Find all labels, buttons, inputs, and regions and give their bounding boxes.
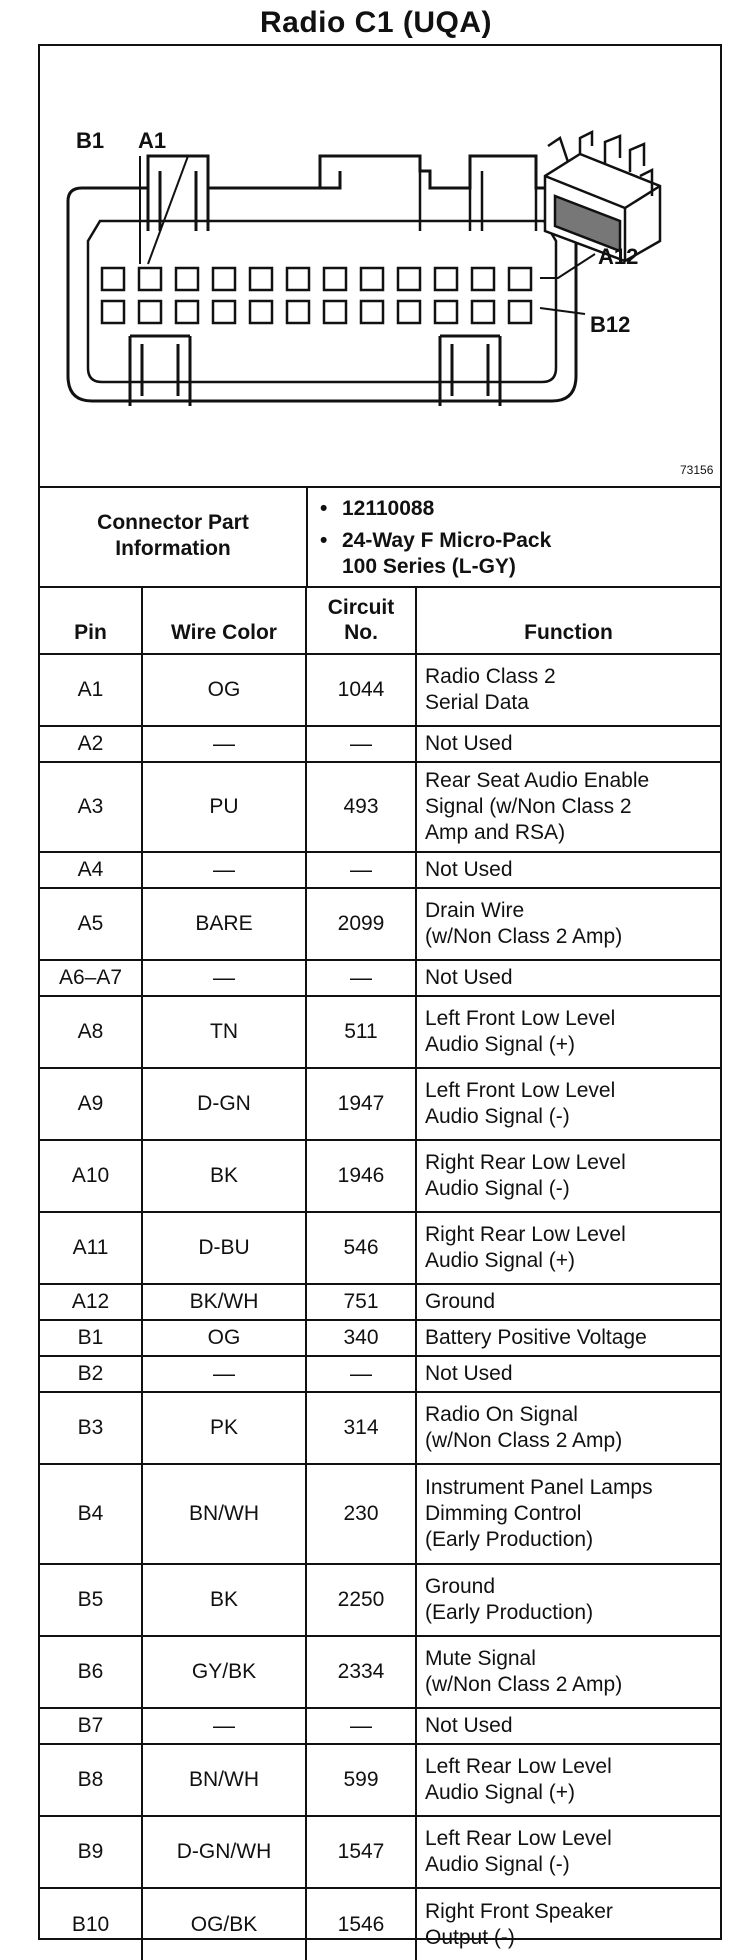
wire-color-cell: D-BU [142,1212,306,1284]
table-row [40,960,720,996]
pin-cavity [250,268,272,290]
part-number: 12110088 [342,497,435,520]
connector-face-drawing [40,46,720,486]
table-row [40,1068,720,1140]
pin-cavity [398,301,420,323]
pin-cell: B10 [40,1888,142,1960]
function-cell: Mute Signal (w/Non Class 2 Amp) [416,1636,720,1708]
pin-cell: A12 [40,1284,142,1320]
circuit-cell: 340 [306,1320,416,1356]
part-description-line2: 100 Series (L-GY) [342,555,516,578]
pin-cavity [324,301,346,323]
table-row [40,1212,720,1284]
pin-cavity [472,268,494,290]
wire-color-cell: PK [142,1392,306,1464]
function-cell: Right Rear Low Level Audio Signal (+) [416,1212,720,1284]
pin-cell: B3 [40,1392,142,1464]
function-cell: Not Used [416,1708,720,1744]
function-cell: Not Used [416,726,720,762]
table-row [40,1392,720,1464]
figure-number: 73156 [680,463,714,477]
circuit-cell: 511 [306,996,416,1068]
wire-color-cell: BARE [142,888,306,960]
pin-cavity [176,268,198,290]
connector-part-info [40,486,720,588]
table-row [40,654,720,726]
label-b1: B1 [76,128,105,153]
label-b12: B12 [590,312,631,337]
wire-color-cell: OG [142,1320,306,1356]
table-row [40,1816,720,1888]
connector-diagram [40,46,720,488]
page-title: Radio C1 (UQA) [260,6,492,39]
table-row [40,1564,720,1636]
pin-cavity [250,301,272,323]
wire-color-cell: OG [142,654,306,726]
pin-cell: B9 [40,1816,142,1888]
pin-table [40,586,720,1960]
function-cell: Drain Wire (w/Non Class 2 Amp) [416,888,720,960]
header-function: Function [416,586,720,654]
circuit-cell: 1546 [306,1888,416,1960]
pin-cell: B8 [40,1744,142,1816]
table-row [40,852,720,888]
part-info-label-line1: Connector Part [97,511,249,534]
circuit-cell: 1946 [306,1140,416,1212]
table-row [40,1636,720,1708]
pin-table-header [40,586,720,654]
circuit-cell: — [306,852,416,888]
part-description-line1: 24-Way F Micro-Pack [342,529,552,552]
pin-cavity [139,301,161,323]
table-row [40,726,720,762]
pin-cavity [398,268,420,290]
pin-cell: B1 [40,1320,142,1356]
pin-cell: A5 [40,888,142,960]
function-cell: Not Used [416,1356,720,1392]
function-cell: Battery Positive Voltage [416,1320,720,1356]
label-a1: A1 [138,128,167,153]
pin-cavity [139,268,161,290]
circuit-cell: 1947 [306,1068,416,1140]
pin-cell: A9 [40,1068,142,1140]
pin-cavity [361,268,383,290]
table-row [40,1744,720,1816]
wire-color-cell: — [142,1708,306,1744]
pin-cell: B2 [40,1356,142,1392]
circuit-cell: 2250 [306,1564,416,1636]
pin-cell: A3 [40,762,142,852]
function-cell: Left Rear Low Level Audio Signal (+) [416,1744,720,1816]
pin-cavity [472,301,494,323]
pin-cavity [287,268,309,290]
pin-cavity [213,268,235,290]
table-row [40,1284,720,1320]
function-cell: Not Used [416,852,720,888]
function-cell: Right Rear Low Level Audio Signal (-) [416,1140,720,1212]
circuit-cell: 1044 [306,654,416,726]
pin-cavity [102,268,124,290]
pin-cell: A11 [40,1212,142,1284]
pin-cell: B4 [40,1464,142,1564]
circuit-cell: 599 [306,1744,416,1816]
header-wire-color: Wire Color [142,586,306,654]
function-cell: Left Front Low Level Audio Signal (-) [416,1068,720,1140]
wire-color-cell: D-GN [142,1068,306,1140]
wire-color-cell: — [142,960,306,996]
table-row [40,1356,720,1392]
pin-cavity [509,268,531,290]
function-cell: Not Used [416,960,720,996]
table-row [40,1140,720,1212]
wire-color-cell: — [142,1356,306,1392]
pin-cell: B6 [40,1636,142,1708]
circuit-cell: 751 [306,1284,416,1320]
table-row [40,762,720,852]
circuit-cell: 1547 [306,1816,416,1888]
pin-cell: B5 [40,1564,142,1636]
wire-color-cell: BK [142,1564,306,1636]
function-cell: Radio On Signal (w/Non Class 2 Amp) [416,1392,720,1464]
pin-cavity [176,301,198,323]
function-cell: Rear Seat Audio Enable Signal (w/Non Class 2 Amp and RSA) [416,762,720,852]
wire-color-cell: GY/BK [142,1636,306,1708]
function-cell: Right Front Speaker Output (-) [416,1888,720,1960]
wire-color-cell: — [142,852,306,888]
part-info-label [40,486,308,586]
table-row [40,888,720,960]
pin-cavity [287,301,309,323]
pin-cavity [213,301,235,323]
table-row [40,1888,720,1960]
pin-cell: A8 [40,996,142,1068]
wire-color-cell: OG/BK [142,1888,306,1960]
function-cell: Left Front Low Level Audio Signal (+) [416,996,720,1068]
function-cell: Instrument Panel Lamps Dimming Control (Early Production) [416,1464,720,1564]
pin-cell: A10 [40,1140,142,1212]
header-circuit-line2: No. [344,621,378,644]
wire-color-cell: BN/WH [142,1744,306,1816]
bullet: • [320,497,328,520]
pin-cavity [361,301,383,323]
circuit-cell: 546 [306,1212,416,1284]
bullet: • [320,529,328,552]
connector-frame [38,44,722,1949]
pin-cell: A4 [40,852,142,888]
pin-cavity [435,301,457,323]
part-info-label-line2: Information [115,537,231,560]
pin-cavity [102,301,124,323]
circuit-cell: 493 [306,762,416,852]
header-pin: Pin [40,586,142,654]
pin-cavity [435,268,457,290]
pin-cell: A2 [40,726,142,762]
table-row [40,1708,720,1744]
circuit-cell: — [306,726,416,762]
pin-cavity [324,268,346,290]
wire-color-cell: TN [142,996,306,1068]
table-row [40,1464,720,1564]
circuit-cell: 314 [306,1392,416,1464]
circuit-cell: — [306,960,416,996]
wire-color-cell: BK/WH [142,1284,306,1320]
header-circuit-line1: Circuit [327,596,395,619]
circuit-cell: 2334 [306,1636,416,1708]
pin-cell: B7 [40,1708,142,1744]
wire-color-cell: BK [142,1140,306,1212]
circuit-cell: 2099 [306,888,416,960]
function-cell: Left Rear Low Level Audio Signal (-) [416,1816,720,1888]
circuit-cell: — [306,1708,416,1744]
label-a12: A12 [598,244,639,269]
pin-cell: A6–A7 [40,960,142,996]
wire-color-cell: D-GN/WH [142,1816,306,1888]
table-row [40,1320,720,1356]
wire-color-cell: — [142,726,306,762]
pin-cell: A1 [40,654,142,726]
part-info-details [320,496,710,586]
wire-color-cell: BN/WH [142,1464,306,1564]
pin-cavity [509,301,531,323]
table-row [40,996,720,1068]
function-cell: Ground (Early Production) [416,1564,720,1636]
circuit-cell: 230 [306,1464,416,1564]
circuit-cell: — [306,1356,416,1392]
wire-color-cell: PU [142,762,306,852]
function-cell: Radio Class 2 Serial Data [416,654,720,726]
function-cell: Ground [416,1284,720,1320]
header-circuit [306,586,416,654]
